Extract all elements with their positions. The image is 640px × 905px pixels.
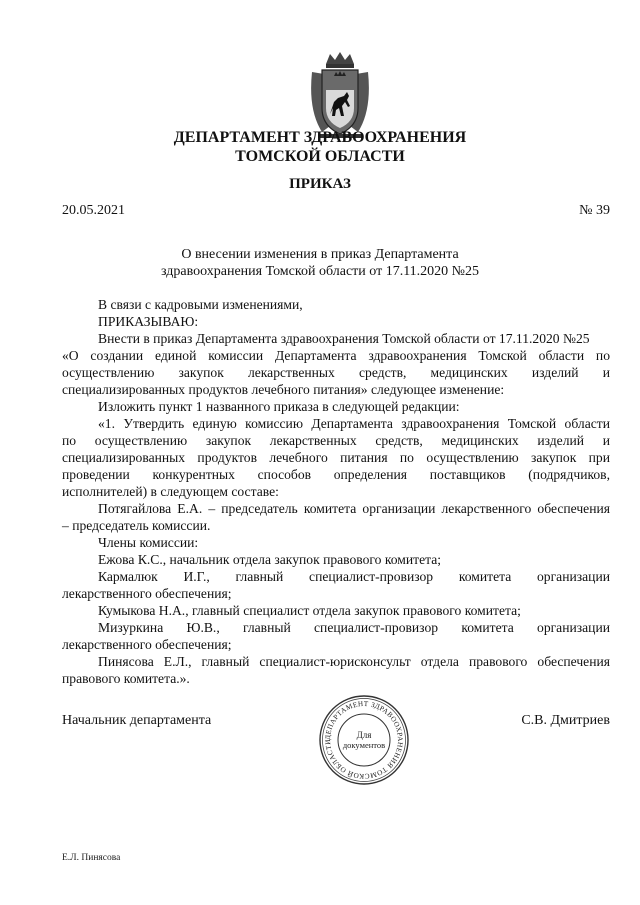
document-date: 20.05.2021 xyxy=(62,203,125,218)
stamp-center-line: Для xyxy=(356,730,372,740)
department-name-line2: ТОМСКОЙ ОБЛАСТИ xyxy=(235,148,405,165)
body-line: – председатель комиссии. xyxy=(62,518,211,533)
stamp-center-line: документов xyxy=(342,740,386,750)
department-name-line1: ДЕПАРТАМЕНТ ЗДРАВООХРАНЕНИЯ xyxy=(173,129,467,146)
body-line: В связи с кадровыми изменениями, xyxy=(98,297,303,312)
subject-line: О внесении изменения в приказ Департамента xyxy=(181,247,459,262)
body-line: по осуществлению закупок лекарственных средств, медицинских изделий и xyxy=(62,433,610,448)
document-number: № 39 xyxy=(579,203,610,218)
body-line: «1. Утвердить единую комиссию Департамента здравоохранения Томской области xyxy=(98,416,610,431)
body-line: Пинясова Е.Л., главный специалист-юрисконсульт отдела правового обеспечения xyxy=(98,654,610,669)
body-line: исполнителей) в следующем составе: xyxy=(62,484,279,499)
body-line: Изложить пункт 1 названного приказа в следующей редакции: xyxy=(98,399,460,414)
stamp-ring-text: ДЕПАРТАМЕНТ ЗДРАВООХРАНЕНИЯ ТОМСКОЙ ОБЛАСТИ xyxy=(323,699,405,781)
body-line: осуществлению закупок лекарственных средств, медицинских изделий и xyxy=(62,365,610,380)
body-line: Внести в приказ Департамента здравоохранения Томской области от 17.11.2020 №25 xyxy=(98,331,590,346)
body-line: лекарственного обеспечения; xyxy=(62,637,232,652)
body-line: Члены комиссии: xyxy=(98,535,199,550)
body-line: Потягайлова Е.А. – председатель комитета организации лекарственного обеспечения xyxy=(98,501,610,516)
body-line: специализированных продуктов лечебного питания по осуществлению закупок при xyxy=(62,450,610,465)
subject-line: здравоохранения Томской области от 17.11.2020 №25 xyxy=(160,264,480,279)
signatory-name: С.В. Дмитриев xyxy=(521,713,610,728)
body-line: специализированных продуктов лечебного питания» следующее изменение: xyxy=(62,382,505,397)
document-type-title: ПРИКАЗ xyxy=(289,176,351,192)
body-line: Кармалюк И.Г., главный специалист-провизор комитета организации xyxy=(98,569,610,584)
body-line: ПРИКАЗЫВАЮ: xyxy=(98,314,199,329)
body-line: Ежова К.С., начальник отдела закупок правового комитета; xyxy=(98,552,442,567)
body-line: «О создании единой комиссии Департамента здравоохранения Томской области по xyxy=(62,348,610,363)
official-stamp-icon xyxy=(318,694,410,786)
executor-name: Е.Л. Пинясова xyxy=(62,853,121,863)
coat-of-arms-icon xyxy=(300,50,380,140)
body-line: Кумыкова Н.А., главный специалист отдела закупок правового комитета; xyxy=(98,603,521,618)
body-line: лекарственного обеспечения; xyxy=(62,586,232,601)
body-line: проведении конкурентных способов определения поставщиков (подрядчиков, xyxy=(62,467,610,482)
signatory-position: Начальник департамента xyxy=(62,713,212,728)
body-line: Мизуркина Ю.В., главный специалист-провизор комитета организации xyxy=(98,620,610,635)
body-line: правового комитета.». xyxy=(62,671,190,686)
